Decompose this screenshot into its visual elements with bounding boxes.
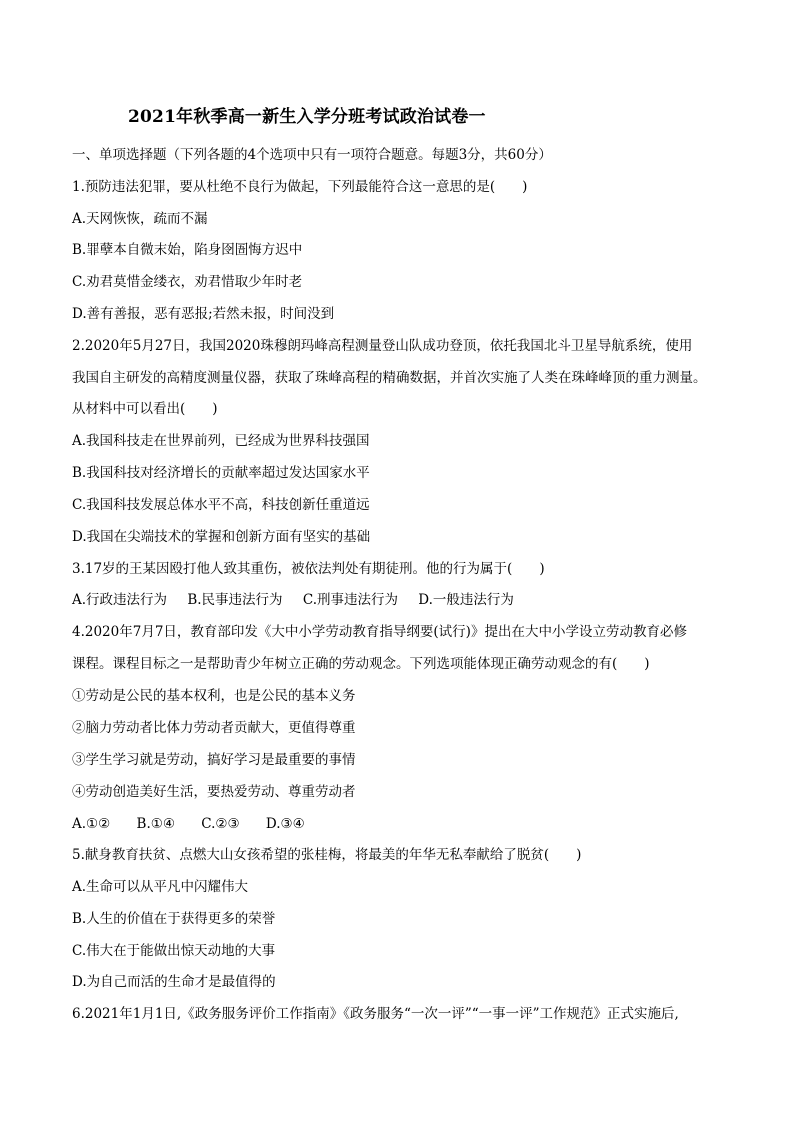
q2-option-c: C.我国科技发展总体水平不高，科技创新任重道远 <box>72 497 370 513</box>
q5-option-d: D.为自己而活的生命才是最值得的 <box>72 974 276 990</box>
q2-option-d: D.我国在尖端技术的掌握和创新方面有坚实的基础 <box>72 529 371 545</box>
q4-statement-4: ④劳动创造美好生活，要热爱劳动、尊重劳动者 <box>72 784 356 800</box>
q2-option-b: B.我国科技对经济增长的贡献率超过发达国家水平 <box>72 465 370 481</box>
q2-option-a: A.我国科技走在世界前列，已经成为世界科技强国 <box>72 433 370 449</box>
q4-statement-1: ①劳动是公民的基本权利，也是公民的基本义务 <box>72 688 356 704</box>
q4-option-c: C.②③ <box>201 816 240 832</box>
q5-option-b: B.人生的价值在于获得更多的荣誉 <box>72 911 276 927</box>
q2-stem-line3: 从材料中可以看出( ) <box>72 401 218 417</box>
q4-options <box>72 815 321 833</box>
q1-stem: 1.预防违法犯罪，要从杜绝不良行为做起，下列最能符合这一意思的是( ) <box>72 179 528 195</box>
q4-option-b: B.①④ <box>136 816 175 832</box>
section-heading: 一、单项选择题（下列各题的4个选项中只有一项符合题意。每题3分，共60分） <box>72 147 552 163</box>
q1-option-d: D.善有善报，恶有恶报;若然未报，时间没到 <box>72 306 335 322</box>
q5-option-a: A.生命可以从平凡中闪耀伟大 <box>72 879 249 895</box>
q6-stem-line1: 6.2021年1月1日,《政务服务评价工作指南》《政务服务“一次一评”“一事一评”工作规范》正式实施后, <box>72 1006 679 1022</box>
q3-option-b: B.民事违法行为 <box>187 592 283 608</box>
q4-stem-line2: 课程。课程目标之一是帮助青少年树立正确的劳动观念。下列选项能体现正确劳动观念的有( ) <box>72 656 650 672</box>
q4-option-a: A.①② <box>72 816 111 832</box>
q4-statement-2: ②脑力劳动者比体力劳动者贡献大，更值得尊重 <box>72 720 356 736</box>
q2-stem-line2: 我国自主研发的高精度测量仪器，获取了珠峰高程的精确数据，并首次实施了人类在珠峰峰顶的重力测量。 <box>72 370 707 386</box>
q4-stem-line1: 4.2020年7月7日，教育部印发《大中小学劳动教育指导纲要(试行)》提出在大中小学设立劳动教育必修 <box>72 624 687 640</box>
q5-option-c: C.伟大在于能做出惊天动地的大事 <box>72 943 276 959</box>
q1-option-a: A.天网恢恢，疏而不漏 <box>72 211 208 227</box>
exam-title: 2021年秋季高一新生入学分班考试政治试卷一 <box>128 107 486 127</box>
q1-option-c: C.劝君莫惜金缕衣，劝君惜取少年时老 <box>72 274 303 290</box>
q3-options <box>72 591 530 609</box>
q3-option-d: D.一般违法行为 <box>418 592 514 608</box>
q4-statement-3: ③学生学习就是劳动，搞好学习是最重要的事情 <box>72 752 356 768</box>
q3-stem: 3.17岁的王某因殴打他人致其重伤，被依法判处有期徒刑。他的行为属于( ) <box>72 561 545 577</box>
q2-stem-line1: 2.2020年5月27日，我国2020珠穆朗玛峰高程测量登山队成功登顶，依托我国北斗卫星导航系统，使用 <box>72 338 693 354</box>
q4-option-d: D.③④ <box>265 816 305 832</box>
q3-option-c: C.刑事违法行为 <box>302 592 398 608</box>
q3-option-a: A.行政违法行为 <box>72 592 168 608</box>
q1-option-b: B.罪孽本自微末始，陷身囹圄悔方迟中 <box>72 242 303 258</box>
q5-stem: 5.献身教育扶贫、点燃大山女孩希望的张桂梅，将最美的年华无私奉献给了脱贫( ) <box>72 847 582 863</box>
